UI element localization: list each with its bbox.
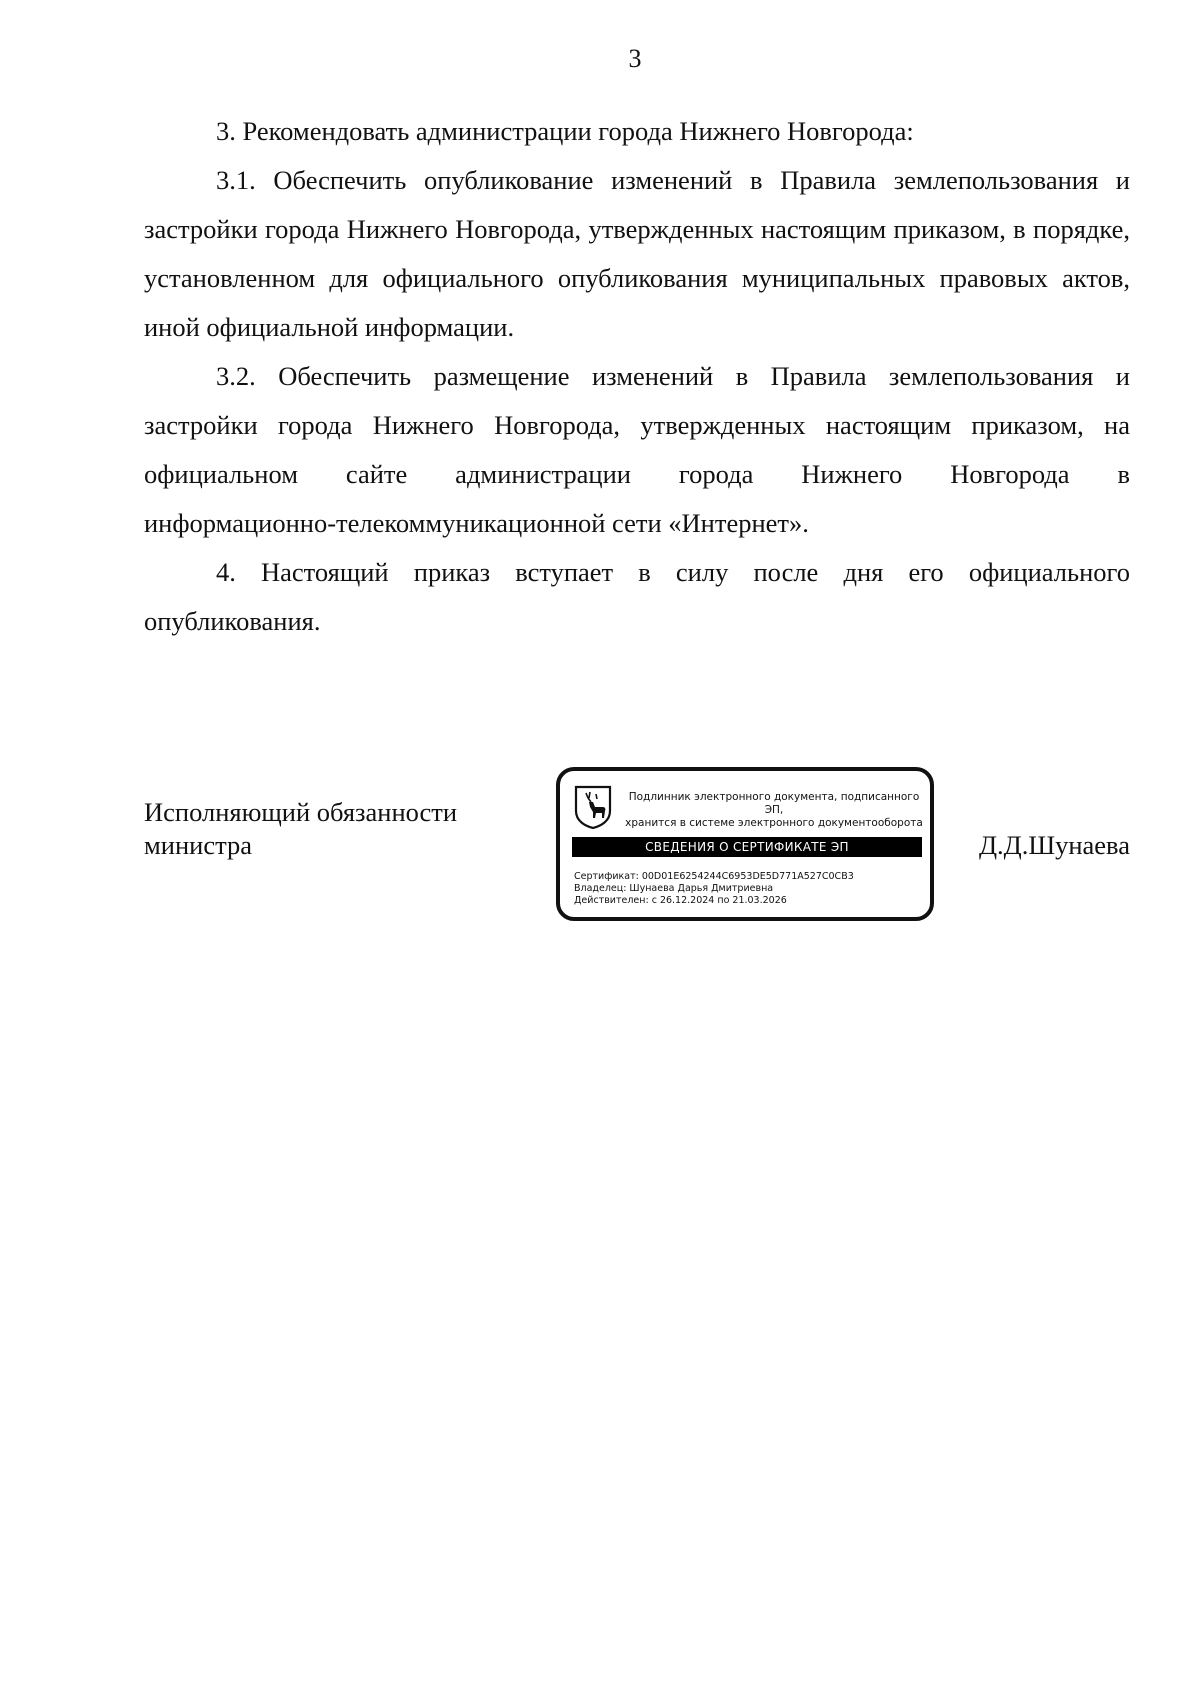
paragraph-3: 3. Рекомендовать администрации города Нижнего Новгорода: [216,116,914,146]
signer-position-line1: Исполняющий обязанности [144,797,458,827]
certificate-info-title: СВЕДЕНИЯ О СЕРТИФИКАТЕ ЭП [572,837,922,857]
certificate-details [574,871,854,907]
paragraph-4: 4. Настоящий приказ вступает в силу после дня его официального опубликования. [144,557,1130,636]
paragraph-3-2: 3.2. Обеспечить размещение изменений в Правила землепользования и застройки города Нижнего Новгорода, утвержденных настоящим приказом, на официальном сайте администрации города Нижнего Новгорода в [144,361,1130,489]
stamp-header-line2: хранится в системе электронного документооборота [625,817,923,829]
stamp-header-line1: Подлинник электронного документа, подписанного ЭП, [628,791,920,816]
certificate-validity: Действителен: с 26.12.2024 по 21.03.2026 [574,895,787,906]
paragraph-3-2-continued: информационно-телекоммуникационной сети «Интернет». [144,508,809,538]
electronic-signature-stamp [556,767,934,921]
signer-position-line2: министра [144,830,252,860]
paragraph-3-1: 3.1. Обеспечить опубликование изменений в Правила землепользования и застройки города Нижнего Новгорода, утвержденных настоящим приказом, в порядке, установленном для официального опубликования муниципальных правовых актов, иной официальной информации. [144,165,1130,342]
certificate-owner: Владелец: Шунаева Дарья Дмитриевна [574,883,774,894]
signer-position [144,796,457,862]
stamp-header [618,791,930,830]
signer-name: Д.Д.Шунаева [978,830,1130,860]
page-number: 3 [628,44,642,73]
document-body [144,107,1130,646]
certificate-number: Сертификат: 00D01E6254244C6953DE5D771A527C0CB3 [574,871,854,882]
deer-emblem-icon [574,785,612,829]
